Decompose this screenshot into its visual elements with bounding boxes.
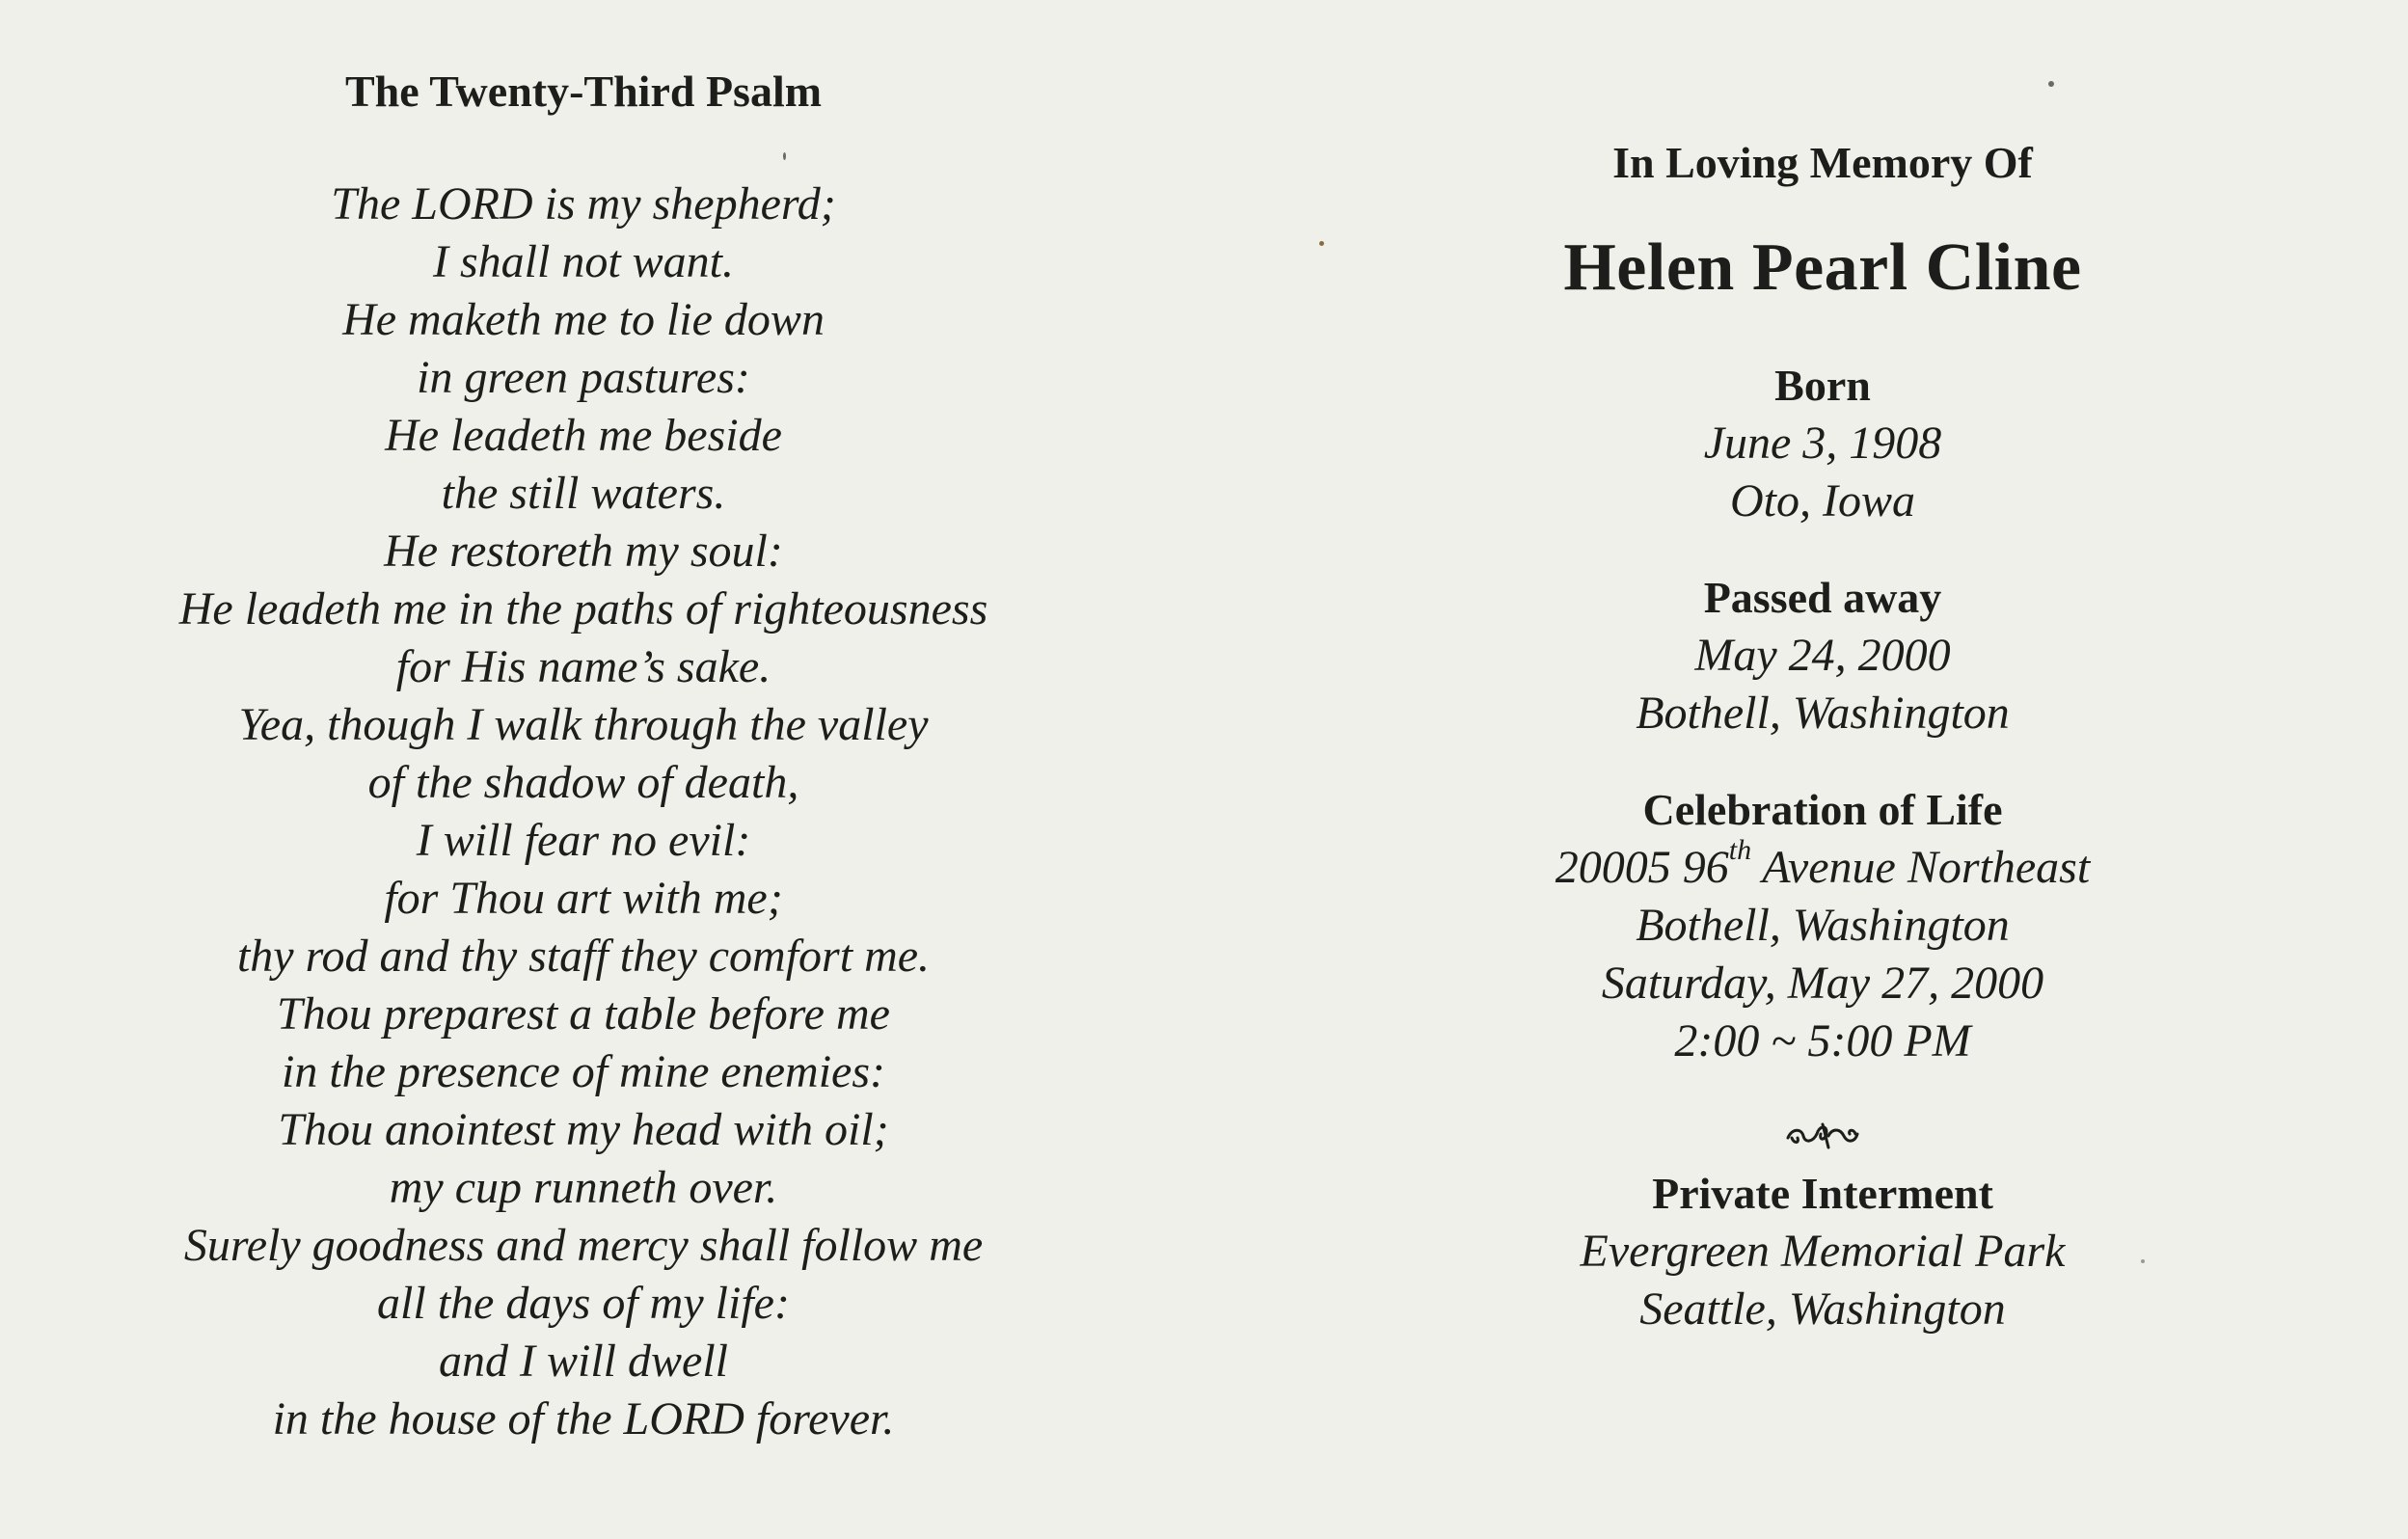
memorial-heading: In Loving Memory Of bbox=[1612, 138, 2033, 187]
psalm-line: He maketh me to lie down bbox=[342, 294, 825, 345]
psalm-line: all the days of my life: bbox=[377, 1278, 790, 1329]
psalm-title: The Twenty-Third Psalm bbox=[344, 67, 823, 116]
interment-place: Evergreen Memorial Park bbox=[1580, 1226, 2066, 1277]
psalm-line: my cup runneth over. bbox=[389, 1162, 778, 1213]
passed-place: Bothell, Washington bbox=[1636, 688, 2010, 739]
interment-city: Seattle, Washington bbox=[1639, 1283, 2006, 1335]
address-street: Avenue Northeast bbox=[1751, 842, 2091, 893]
interment-label: Private Interment bbox=[1652, 1169, 1993, 1218]
scroll-flourish-icon bbox=[1485, 1119, 2160, 1153]
psalm-line: He leadeth me beside bbox=[385, 410, 782, 461]
address-ordinal: th bbox=[1728, 834, 1752, 866]
paper-speck bbox=[2141, 1259, 2145, 1263]
born-place: Oto, Iowa bbox=[1730, 475, 1915, 526]
celebration-date: Saturday, May 27, 2000 bbox=[1601, 958, 2044, 1009]
paper-speck bbox=[2048, 81, 2054, 87]
celebration-address bbox=[1485, 834, 2160, 897]
passed-label: Passed away bbox=[1703, 573, 1942, 622]
passed-date: May 24, 2000 bbox=[1694, 630, 1951, 681]
psalm-line: and I will dwell bbox=[439, 1336, 728, 1387]
psalm-line: The LORD is my shepherd; bbox=[331, 178, 836, 230]
psalm-line: Thou anointest my head with oil; bbox=[278, 1104, 889, 1155]
born-date: June 3, 1908 bbox=[1703, 418, 1942, 469]
psalm-line: Thou preparest a table before me bbox=[277, 988, 890, 1040]
psalm-line: the still waters. bbox=[441, 468, 726, 519]
psalm-line: I shall not want. bbox=[432, 236, 735, 287]
interment-section bbox=[1485, 1165, 2160, 1338]
psalm-line: Surely goodness and mercy shall follow me bbox=[183, 1220, 984, 1271]
psalm-line: for Thou art with me; bbox=[384, 873, 783, 924]
psalm-line: I will fear no evil: bbox=[416, 815, 751, 866]
paper-speck bbox=[783, 152, 786, 160]
psalm-text bbox=[106, 176, 1061, 1448]
psalm-line: of the shadow of death, bbox=[367, 757, 799, 808]
paper-speck bbox=[1319, 241, 1324, 246]
psalm-line: in the presence of mine enemies: bbox=[282, 1046, 885, 1097]
address-number: 20005 96 bbox=[1555, 842, 1729, 893]
psalm-line: Yea, though I walk through the valley bbox=[238, 699, 929, 750]
celebration-time: 2:00 ~ 5:00 PM bbox=[1674, 1015, 1971, 1066]
psalm-line: He restoreth my soul: bbox=[384, 526, 783, 577]
passed-section bbox=[1485, 569, 2160, 742]
born-section bbox=[1485, 357, 2160, 530]
psalm-line: for His name’s sake. bbox=[395, 641, 771, 692]
born-label: Born bbox=[1774, 361, 1871, 410]
psalm-line: in the house of the LORD forever. bbox=[272, 1393, 895, 1444]
psalm-line: He leadeth me in the paths of righteousness bbox=[178, 583, 988, 634]
deceased-name: Helen Pearl Cline bbox=[1563, 230, 2082, 305]
celebration-section bbox=[1485, 781, 2160, 1070]
celebration-label: Celebration of Life bbox=[1642, 785, 2003, 834]
psalm-line: thy rod and thy staff they comfort me. bbox=[236, 931, 931, 982]
celebration-city: Bothell, Washington bbox=[1636, 900, 2010, 951]
psalm-line: in green pastures: bbox=[417, 352, 750, 403]
